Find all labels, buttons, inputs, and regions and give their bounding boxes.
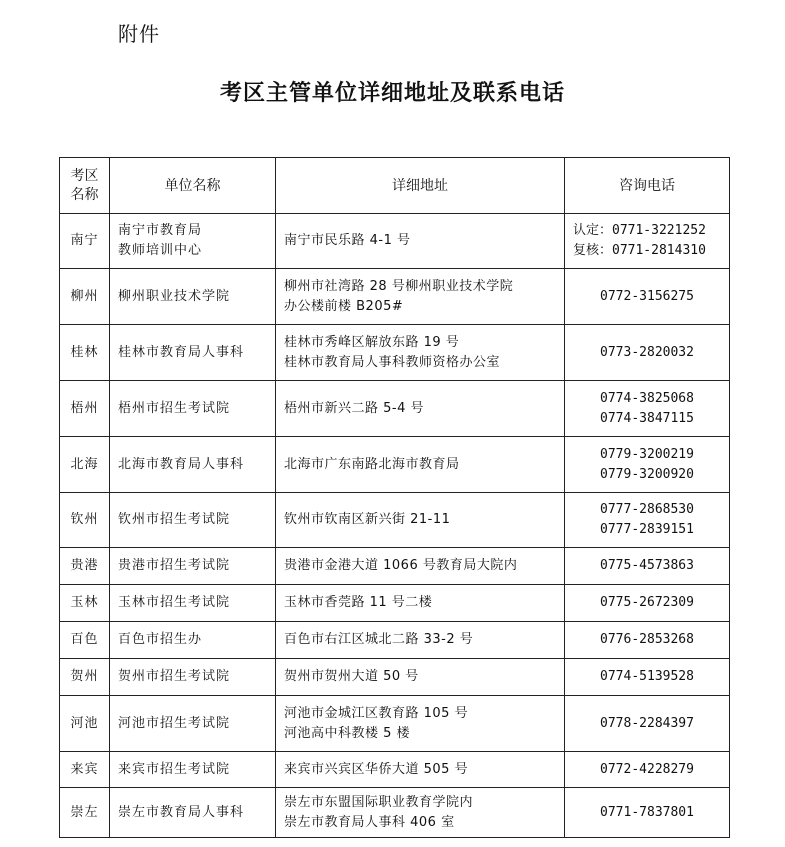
phone-line: 0774-3847115 <box>600 410 694 426</box>
phone-line: 0774-5139528 <box>600 669 694 684</box>
column-header-region-line1: 考区 <box>70 167 99 184</box>
cell-region: 河池 <box>60 696 110 752</box>
address-line: 钦州市钦南区新兴街 21-11 <box>284 512 451 527</box>
cell-phone <box>565 269 730 325</box>
table-row <box>60 269 730 325</box>
cell-unit <box>110 752 276 788</box>
table-row <box>60 437 730 493</box>
address-line: 来宾市兴宾区华侨大道 505 号 <box>284 761 469 777</box>
cell-address <box>276 752 565 788</box>
cell-phone <box>565 548 730 585</box>
address-line: 办公楼前楼 B205# <box>284 298 404 314</box>
cell-region: 来宾 <box>60 752 110 788</box>
phone-line: 0778-2284397 <box>600 715 694 731</box>
column-header-unit: 单位名称 <box>110 158 276 214</box>
cell-unit <box>110 493 276 548</box>
cell-phone <box>565 622 730 659</box>
address-line: 桂林市教育局人事科教师资格办公室 <box>284 354 501 370</box>
cell-phone <box>565 214 730 269</box>
cell-address <box>276 214 565 269</box>
table-row <box>60 696 730 752</box>
address-line: 河池市金城江区教育路 105 号 <box>284 705 469 721</box>
cell-phone <box>565 381 730 437</box>
unit-line: 百色市招生办 <box>118 632 203 647</box>
unit-line: 河池市招生考试院 <box>118 715 231 731</box>
phone-line: 0771-7837801 <box>600 804 694 820</box>
cell-address <box>276 585 565 622</box>
phone-line: 0774-3825068 <box>600 390 694 406</box>
contact-table <box>59 157 730 838</box>
cell-region: 崇左 <box>60 788 110 838</box>
phone-line: 0775-2672309 <box>600 595 694 610</box>
phone-line: 0773-2820032 <box>600 344 694 360</box>
phone-line: 认定：0771-3221252 <box>573 223 706 238</box>
table-row <box>60 788 730 838</box>
cell-address <box>276 659 565 696</box>
table-row <box>60 585 730 622</box>
phone-line: 0772-3156275 <box>600 288 694 304</box>
address-line: 玉林市香莞路 11 号二楼 <box>284 595 433 610</box>
phone-line: 0776-2853268 <box>600 632 694 647</box>
cell-address <box>276 493 565 548</box>
cell-unit <box>110 696 276 752</box>
phone-line: 复核：0771-2814310 <box>573 243 706 258</box>
unit-line: 北海市教育局人事科 <box>118 456 245 472</box>
table-row <box>60 214 730 269</box>
cell-phone <box>565 437 730 493</box>
table-row <box>60 659 730 696</box>
unit-line: 南宁市教育局 <box>118 223 203 238</box>
cell-phone <box>565 696 730 752</box>
unit-line: 钦州市招生考试院 <box>118 512 231 527</box>
cell-region: 玉林 <box>60 585 110 622</box>
cell-unit <box>110 269 276 325</box>
cell-unit <box>110 214 276 269</box>
cell-unit <box>110 788 276 838</box>
address-line: 崇左市东盟国际职业教育学院内 <box>284 794 474 810</box>
table-header-row <box>60 158 730 214</box>
cell-address <box>276 788 565 838</box>
cell-address <box>276 269 565 325</box>
table-row <box>60 493 730 548</box>
address-line: 南宁市民乐路 4-1 号 <box>284 233 411 248</box>
cell-region: 桂林 <box>60 325 110 381</box>
unit-line: 玉林市招生考试院 <box>118 595 231 610</box>
phone-line: 0775-4573863 <box>600 558 694 573</box>
cell-unit <box>110 381 276 437</box>
cell-region: 百色 <box>60 622 110 659</box>
cell-address <box>276 548 565 585</box>
column-header-region <box>60 158 110 214</box>
cell-phone <box>565 325 730 381</box>
cell-address <box>276 622 565 659</box>
cell-phone <box>565 659 730 696</box>
unit-line: 桂林市教育局人事科 <box>118 344 245 360</box>
address-line: 贺州市贺州大道 50 号 <box>284 669 419 684</box>
unit-line: 崇左市教育局人事科 <box>118 804 245 820</box>
cell-region: 贺州 <box>60 659 110 696</box>
column-header-address: 详细地址 <box>276 158 565 214</box>
page-title: 考区主管单位详细地址及联系电话 <box>219 80 565 106</box>
phone-line: 0772-4228279 <box>600 761 694 777</box>
table-row <box>60 622 730 659</box>
cell-unit <box>110 548 276 585</box>
unit-line: 来宾市招生考试院 <box>118 761 231 777</box>
cell-phone <box>565 752 730 788</box>
cell-region: 梧州 <box>60 381 110 437</box>
cell-address <box>276 381 565 437</box>
column-header-phone: 咨询电话 <box>565 158 730 214</box>
cell-unit <box>110 622 276 659</box>
cell-phone <box>565 788 730 838</box>
cell-unit <box>110 437 276 493</box>
table-row <box>60 752 730 788</box>
cell-unit <box>110 325 276 381</box>
address-line: 崇左市教育局人事科 406 室 <box>284 814 455 830</box>
table-row <box>60 381 730 437</box>
cell-unit <box>110 659 276 696</box>
cell-region: 贵港 <box>60 548 110 585</box>
unit-line: 梧州市招生考试院 <box>118 400 231 416</box>
phone-line: 0777-2868530 <box>600 502 694 517</box>
address-line: 桂林市秀峰区解放东路 19 号 <box>284 334 460 350</box>
cell-region: 柳州 <box>60 269 110 325</box>
unit-line: 教师培训中心 <box>118 243 203 258</box>
address-line: 梧州市新兴二路 5-4 号 <box>284 400 424 416</box>
cell-address <box>276 437 565 493</box>
address-line: 百色市右江区城北二路 33-2 号 <box>284 632 474 647</box>
table-row <box>60 548 730 585</box>
cell-region: 钦州 <box>60 493 110 548</box>
address-line: 柳州市社湾路 28 号柳州职业技术学院 <box>284 278 514 294</box>
unit-line: 贵港市招生考试院 <box>118 558 231 573</box>
unit-line: 贺州市招生考试院 <box>118 669 231 684</box>
address-line: 河池高中科教楼 5 楼 <box>284 725 411 741</box>
unit-line: 柳州职业技术学院 <box>118 288 231 304</box>
phone-line: 0779-3200920 <box>600 466 694 482</box>
attachment-label: 附件 <box>118 22 160 46</box>
phone-line: 0777-2839151 <box>600 522 694 537</box>
cell-phone <box>565 585 730 622</box>
table-row <box>60 325 730 381</box>
address-line: 北海市广东南路北海市教育局 <box>284 456 460 472</box>
address-line: 贵港市金港大道 1066 号教育局大院内 <box>284 558 518 573</box>
phone-line: 0779-3200219 <box>600 446 694 462</box>
cell-address <box>276 325 565 381</box>
cell-address <box>276 696 565 752</box>
cell-region: 南宁 <box>60 214 110 269</box>
cell-unit <box>110 585 276 622</box>
cell-region: 北海 <box>60 437 110 493</box>
column-header-region-line2: 名称 <box>70 186 99 203</box>
cell-phone <box>565 493 730 548</box>
